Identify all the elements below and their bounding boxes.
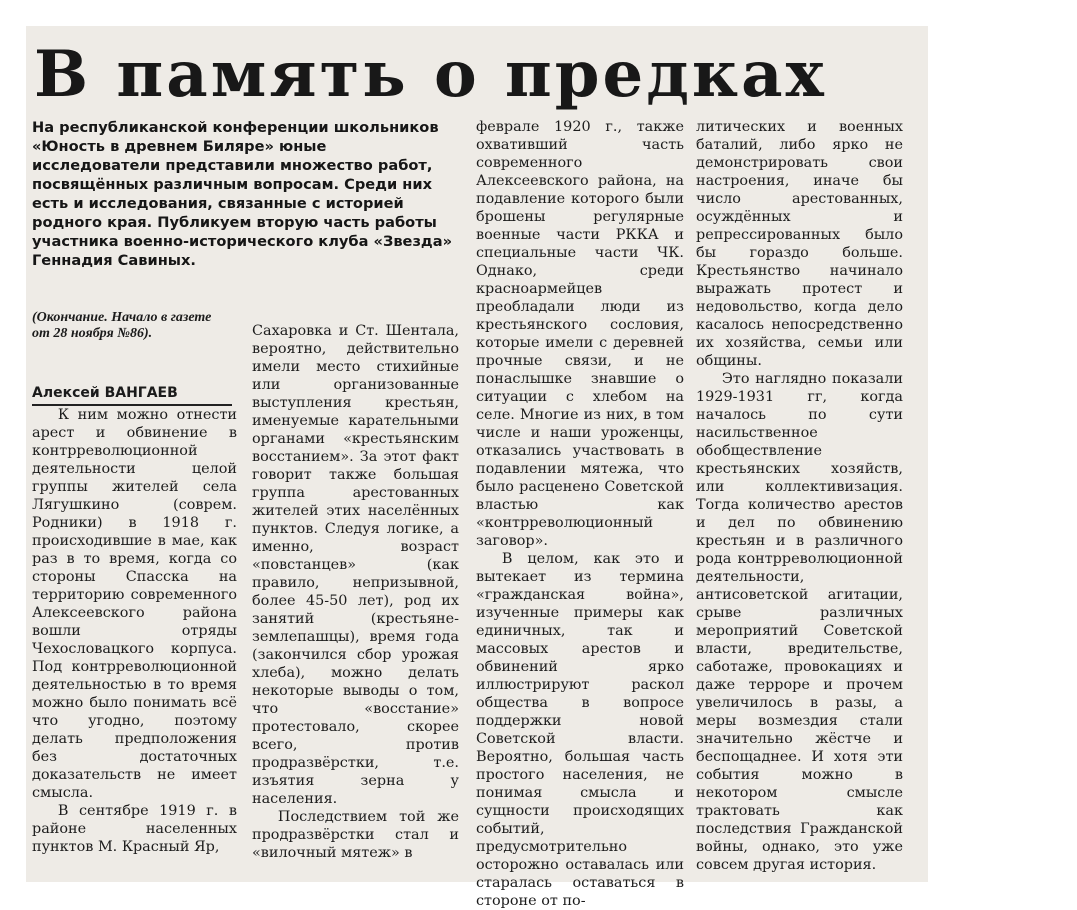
text-column-1 — [32, 406, 237, 856]
article-headline: В память о предках — [34, 37, 827, 112]
text-column-3 — [476, 118, 684, 910]
paragraph: Это наглядно показали 1929-1931 гг, когда началось по сути насильственное обобществление крестьянских хозяйств, или коллективизация. Тогда количество арестов и дел по обвинению крестьян и в различного рода контрреволюционной деятельности, антисоветской агитации, срыве различных мероприятий Советской власти, вредительстве, саботаже, провокациях и даже терроре и прочем увеличилось в разы, а меры возмездия стали значительно жёстче и беспощаднее. И хотя эти события можно в некотором смысле трактовать как последствия Гражданской войны, однако, это уже совсем другая история. — [696, 371, 903, 873]
paragraph: Последствием той же продразвёрстки стал и «вилочный мятеж» в — [252, 809, 459, 861]
paragraph: феврале 1920 г., также охвативший часть современного Алексеевского района, на подавление которого были брошены регулярные военные части РККА и специальные части ЧК. Однако, среди красноармейцев преобладали люди из крестьянского сословия, которые имели с деревней прочные связи, и не понаслышке знавшие о ситуации с хлебом на селе. Многие из них, в том числе и наши уроженцы, отказались участвовать в подавлении мятежа, что было расценено Советской властью как «контрреволюционный заговор». — [476, 119, 684, 549]
author-byline: Алексей ВАНГАЕВ — [32, 384, 232, 406]
paragraph: В целом, как это и вытекает из термина «гражданская война», изученные примеры как единичных, так и массовых арестов и обвинений ярко иллюстрируют раскол общества в вопросе поддержки новой Советской власти. Вероятно, большая часть простого населения, не понимая смысла и сущности происходящих событий, предусмотрительно осторожно оставалась или старалась оставаться в стороне от по- — [476, 551, 684, 909]
paragraph: литических и военных баталий, либо ярко не демонстрировать свои настроения, иначе бы число арестованных, осуждённых и репрессированных было бы гораздо больше. Крестьянство начинало выражать протест и недовольство, когда дело касалось непосредственно их хозяйства, семьи или общины. — [696, 119, 903, 369]
newspaper-clipping — [26, 26, 928, 909]
article-lead: На республиканской конференции школьников «Юность в древнем Биляре» юные исследователи представили множество работ, посвящённых различным вопросам. Среди них есть и исследования, связанные с историей родного края. Публикуем вторую часть работы участника военно-исторического клуба «Звезда» Геннадия Савиных. — [32, 119, 452, 269]
paragraph: В сентябре 1919 г. в районе населенных пунктов М. Красный Яр, — [32, 803, 237, 855]
text-column-4 — [696, 118, 903, 874]
paragraph: Сахаровка и Ст. Шентала, вероятно, действительно имели место стихийные или организованные выступления крестьян, именуемые карательными органами «крестьянским восстанием». За этот факт говорит также большая группа арестованных жителей этих населённых пунктов. Следуя логике, а именно, возраст «повстанцев» (как правило, непризывной, более 45-50 лет), род их занятий (крестьяне-землепашцы), время года (закончился сбор урожая хлеба), можно делать некоторые выводы о том, что «восстание» протестовало, скорее всего, против продразвёрстки, т.е. изъятия зерна у населения. — [252, 323, 459, 807]
text-column-2 — [252, 322, 459, 862]
paragraph: К ним можно отнести арест и обвинение в контрреволюционной деятельности целой группы жителей села Лягушкино (соврем. Родники) в 1918 г. происходившие в мае, как раз в то время, когда со стороны Спасска на территорию современного Алексеевского района вошли отряды Чехословацкого корпуса. Под контрреволюционной деятельностью в то время можно было понимать всё что угодно, поэтому делать предположения без достаточных доказательств не имеет смысла. — [32, 407, 237, 801]
continuation-note: (Окончание. Начало в газете от 28 ноября №86). — [32, 310, 212, 341]
